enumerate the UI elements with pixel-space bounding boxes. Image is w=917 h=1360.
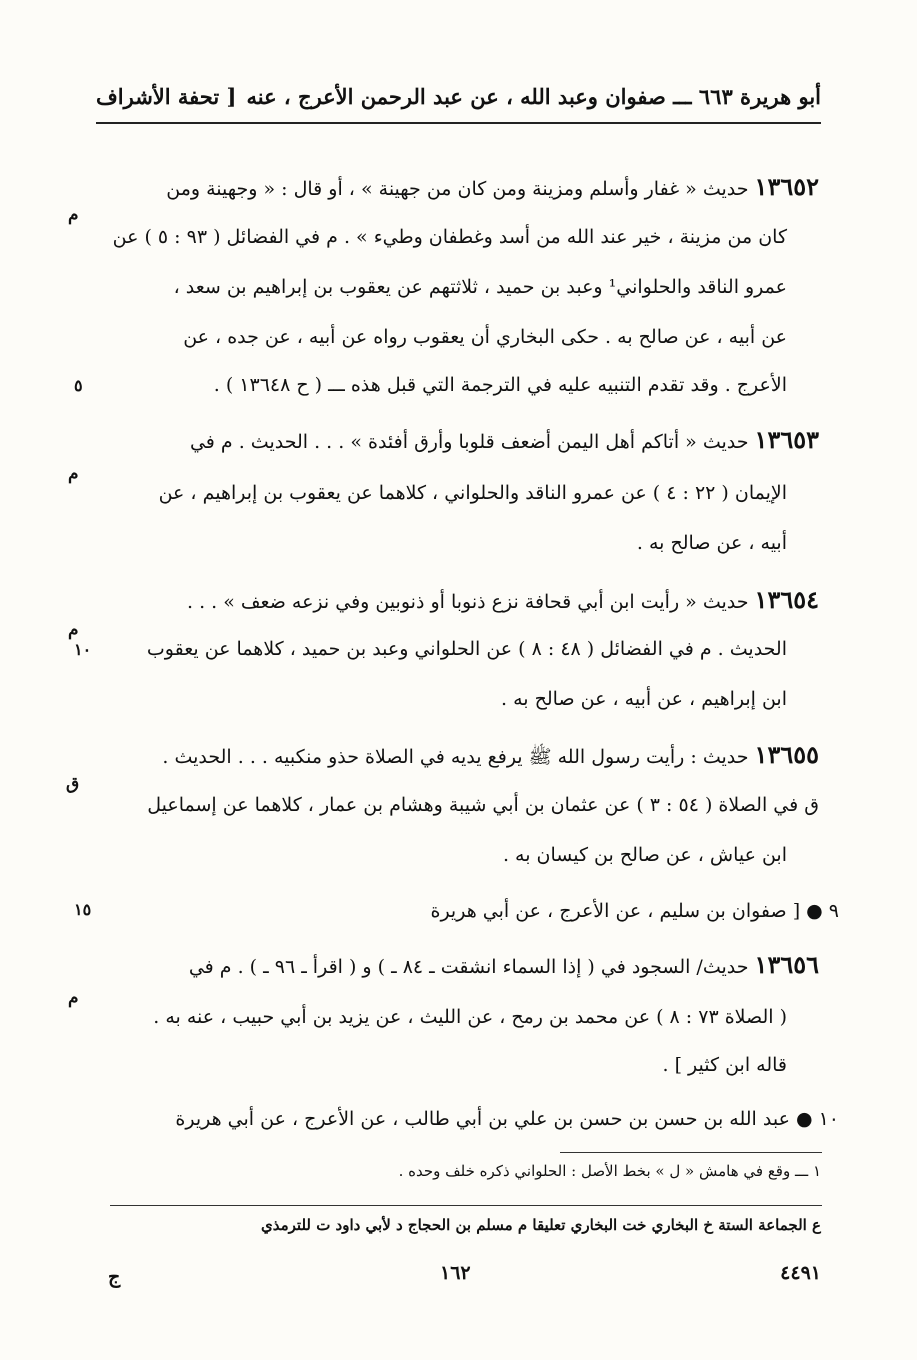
header-right: أبو هريرة ٦٦٣ ـــ صفوان وعبد الله ، عن عبد الرحمن الأعرج ، عنه (246, 84, 821, 109)
entry-number: ١٣٦٥٥ (754, 740, 819, 769)
entry-13655-line-3: ابن عياش ، عن صالح بن كيسان به . (502, 844, 787, 866)
line-number-10: ١٠ (74, 640, 92, 659)
side-siglum: م (68, 988, 79, 1008)
entry-number: ١٣٦٥٤ (754, 585, 819, 614)
entry-13652-line-3: عمرو الناقد والحلواني¹ وعبد بن حميد ، ثلاثتهم عن يعقوب بن إبراهيم بن سعد ، (173, 276, 787, 298)
header-left: [ تحفة الأشراف (96, 84, 237, 109)
entry-number: ١٣٦٥٦ (754, 950, 819, 979)
entry-13653-line-3: أبيه ، عن صالح به . (636, 532, 787, 554)
side-siglum: م (68, 620, 79, 640)
running-header (96, 78, 821, 124)
entry-13656-line-3: قاله ابن كثير ] . (662, 1054, 787, 1076)
line-number-15: ١٥ (74, 900, 92, 919)
section-heading-9: ٩ ● [ صفوان بن سليم ، عن الأعرج ، عن أبي هريرة (430, 900, 839, 922)
abbreviations-key: ع الجماعة الستة خ البخاري خت البخاري تعليقا م مسلم بن الحجاج د لأبي داود ت للترمذي (261, 1216, 821, 1234)
entry-13652-line-5: الأعرج . وقد تقدم التنبيه عليه في الترجمة التي قبل هذه ـــ ( ح ١٣٦٤٨ ) . (213, 374, 787, 396)
entry-13653-line-1: ١٣٦٥٣ حديث « أتاكم أهل اليمن أضعف قلوبا وأرق أفئدة » . . . الحديث . م في (189, 425, 819, 454)
entry-13655-line-2: ق في الصلاة ( ٥٤ : ٣ ) عن عثمان بن أبي شيبة وهشام بن عمار ، كلاهما عن إسماعيل (147, 794, 819, 816)
volume-page-number: ٤٤٩١ (780, 1262, 821, 1284)
section-heading-10: ١٠ ● عبد الله بن حسن بن حسن بن علي بن أبي طالب ، عن الأعرج ، عن أبي هريرة (175, 1108, 839, 1130)
signature-mark: ج (108, 1266, 121, 1288)
entry-13653-line-2: الإيمان ( ٢٢ : ٤ ) عن عمرو الناقد والحلواني ، كلاهما عن يعقوب بن إبراهيم ، عن (158, 482, 787, 504)
entry-13655-line-1: ١٣٦٥٥ حديث : رأيت رسول الله ﷺ يرفع يديه في الصلاة حذو منكبيه . . . الحديث . (162, 740, 819, 769)
footnote-rule (560, 1152, 822, 1153)
line-number-5: ٥ (74, 376, 83, 395)
entry-13654-line-3: ابن إبراهيم ، عن أبيه ، عن صالح به . (501, 688, 787, 710)
side-siglum: م (68, 205, 79, 225)
footnote: ١ ـــ وقع في هامش « ل » بخط الأصل : الحلواني ذكره خلف وحده . (398, 1162, 821, 1180)
entry-13656-line-2: ( الصلاة ٧٣ : ٨ ) عن محمد بن رمح ، عن الليث ، عن يزيد بن أبي حبيب ، عنه به . (153, 1006, 787, 1028)
entry-13652-line-1: ١٣٦٥٢ حديث « غفار وأسلم ومزينة ومن كان من جهينة » ، أو قال : « وجهينة ومن (166, 172, 819, 201)
entry-13652-line-4: عن أبيه ، عن صالح به . حكى البخاري أن يعقوب رواه عن أبيه ، عن جده ، عن (183, 326, 787, 348)
abbreviations-rule (110, 1205, 822, 1206)
entry-13654-line-1: ١٣٦٥٤ حديث « رأيت ابن أبي قحافة نزع ذنوبا أو ذنوبين وفي نزعه ضعف » . . . (186, 585, 819, 614)
page-number: ١٦٢ (440, 1262, 471, 1284)
entry-13654-line-2: الحديث . م في الفضائل ( ٤٨ : ٨ ) عن الحلواني وعبد بن حميد ، كلاهما عن يعقوب (146, 638, 787, 660)
entry-13652-line-2: كان من مزينة ، خير عند الله من أسد وغطفان وطيء » . م في الفضائل ( ٩٣ : ٥ ) عن (112, 226, 787, 248)
side-siglum: ق (66, 774, 80, 794)
entry-13656-line-1: ١٣٦٥٦ حديث/ السجود في ( إذا السماء انشقت ـ ٨٤ ـ ) و ( اقرأ ـ ٩٦ ـ ) . م في (188, 950, 819, 979)
side-siglum: م (68, 464, 79, 484)
entry-number: ١٣٦٥٣ (754, 425, 819, 454)
entry-number: ١٣٦٥٢ (754, 172, 819, 201)
